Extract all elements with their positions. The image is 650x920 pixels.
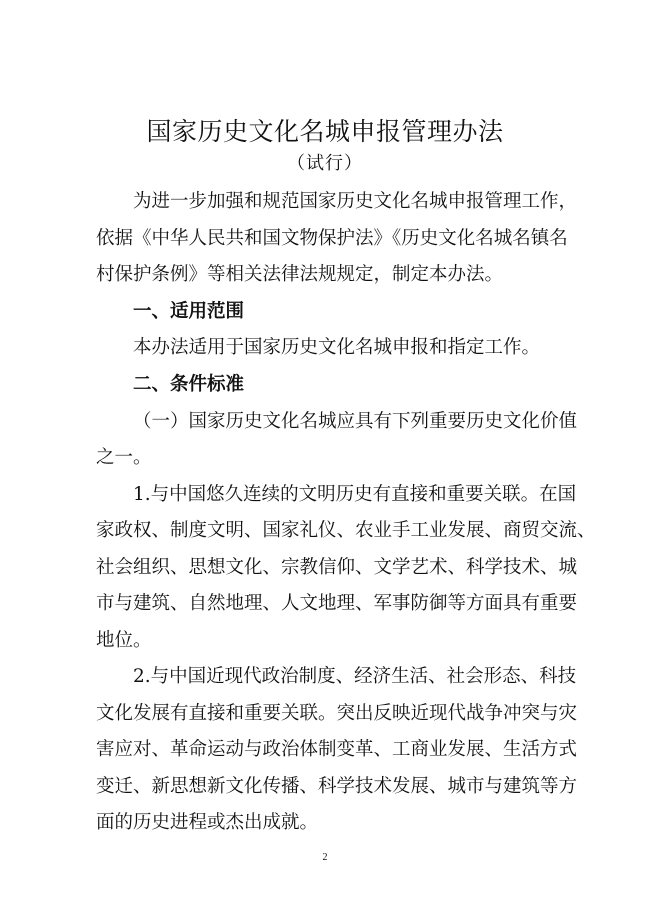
page-number: 2 (322, 852, 328, 863)
paragraph-line: 害应对、革命运动与政治体制变革、工商业发展、生活方式 (96, 739, 578, 760)
paragraph-line: 市与建筑、自然地理、人文地理、军事防御等方面具有重要 (96, 593, 578, 614)
paragraph-line: 家政权、制度文明、国家礼仪、农业手工业发展、商贸交流、 (96, 520, 596, 541)
section-heading: 二、条件标准 (133, 374, 245, 395)
paragraph-line: 变迁、新思想新文化传播、科学技术发展、城市与建筑等方 (96, 776, 578, 797)
section-heading: 一、适用范围 (133, 301, 245, 322)
paragraph-line: 1.与中国悠久连续的文明历史有直接和重要关联。在国 (133, 484, 577, 505)
paragraph-line: 为进一步加强和规范国家历史文化名城申报管理工作， (133, 191, 578, 212)
paragraph-line: 之一。 (96, 447, 152, 468)
paragraph-line: 面的历史进程或杰出成就。 (96, 812, 319, 833)
paragraph-line: 地位。 (96, 630, 152, 651)
document-title: 国家历史文化名城申报管理办法 (146, 117, 504, 146)
paragraph-line: 依据《中华人民共和国文物保护法》《历史文化名城名镇名 (96, 228, 568, 249)
paragraph-line: （一）国家历史文化名城应具有下列重要历史文化价值 (133, 411, 578, 432)
paragraph-line: 文化发展有直接和重要关联。突出反映近现代战争冲突与灾 (96, 703, 578, 724)
paragraph-line: 村保护条例》等相关法律法规规定，制定本办法。 (96, 264, 504, 285)
paragraph-line: 社会组织、思想文化、宗教信仰、文学艺术、科学技术、城 (96, 557, 578, 578)
paragraph-line: 本办法适用于国家历史文化名城申报和指定工作。 (133, 337, 541, 358)
document-subtitle: （试行） (287, 153, 363, 174)
paragraph-line: 2.与中国近现代政治制度、经济生活、社会形态、科技 (133, 666, 577, 687)
